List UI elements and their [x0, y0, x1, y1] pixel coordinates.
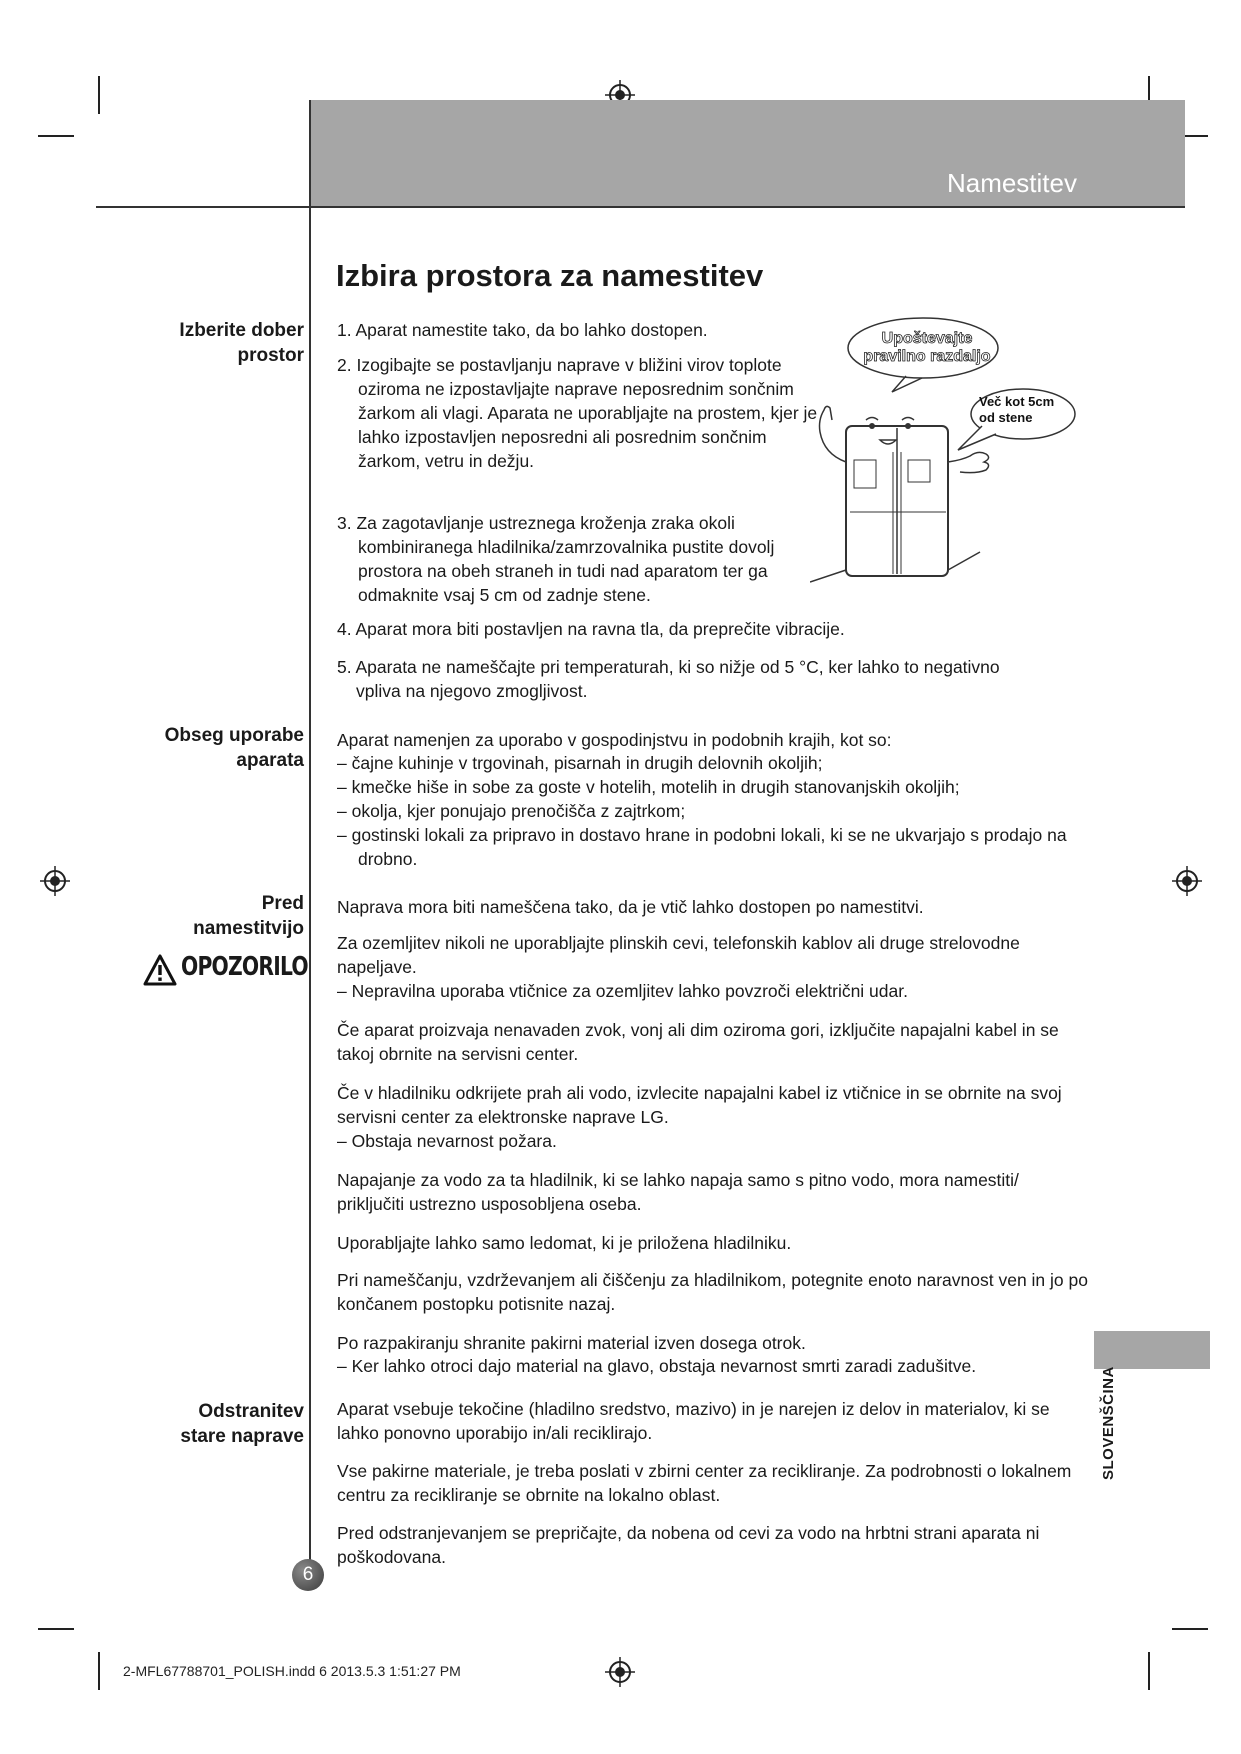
- side-label-scope: Obseg uporabe aparata: [164, 725, 304, 771]
- before-para: Uporabljajte lahko samo ledomat, ki je priložena hladilniku.: [337, 1233, 792, 1253]
- crop-mark: [38, 135, 74, 137]
- footer-text: 2-MFL67788701_POLISH.indd 6 2013.5.3 1:51:27 PM: [123, 1663, 461, 1679]
- before-para: – Nepravilna uporaba vtičnice za ozemljitev lahko povzroči električni udar.: [337, 981, 908, 1001]
- registration-mark-icon: [605, 1657, 635, 1687]
- side-label-removal: Odstranitev stare naprave: [180, 1401, 304, 1447]
- warning-triangle-icon: [143, 954, 177, 986]
- language-tab: [1094, 1331, 1210, 1369]
- list-item: 2. Izogibajte se postavljanju naprave v bližini virov toplote oziroma ne izpostavljajte naprave neposrednim sončnim žarkom ali vlagi. Aparata ne uporabljajte na prostem, kjer je lahko izpostavljen neposredni ali posrednim sončnim žarkom, vetru in dežju.: [337, 355, 818, 471]
- warning-text: OPOZORILO: [181, 952, 308, 982]
- list-item: 4. Aparat mora biti postavljen na ravna tla, da preprečite vibracije.: [337, 619, 845, 639]
- header-divider: [96, 206, 1185, 208]
- before-para: Po razpakiranju shranite pakirni material izven dosega otrok.: [337, 1333, 806, 1353]
- before-para: – Obstaja nevarnost požara.: [337, 1131, 557, 1151]
- side-label-before-install: Pred namestitvijo: [193, 893, 304, 939]
- list-item: 5. Aparata ne nameščajte pri temperaturah, ki so nižje od 5 °C, ker lahko to negativno vpliva na njegovo zmogljivost.: [337, 657, 1000, 701]
- before-para: Za ozemljitev nikoli ne uporabljajte plinskih cevi, telefonskih kablov ali druge strelovodne napeljave.: [337, 933, 1020, 977]
- registration-mark-icon: [1172, 866, 1202, 896]
- column-divider: [309, 100, 311, 1580]
- scope-item: – čajne kuhinje v trgovinah, pisarnah in drugih delovnih okoljih;: [337, 753, 823, 773]
- before-para: Naprava mora biti nameščena tako, da je vtič lahko dostopen po namestitvi.: [337, 897, 924, 917]
- scope-item: – gostinski lokali za pripravo in dostavo hrane in podobni lokali, ki se ne ukvarjajo s prodajo na drobno.: [337, 825, 1067, 869]
- crop-mark: [98, 1652, 100, 1690]
- crop-mark: [98, 76, 100, 114]
- crop-mark: [38, 1628, 74, 1630]
- list-item: 3. Za zagotavljanje ustreznega kroženja zraka okoli kombiniranega hladilnika/zamrzovalnika pustite dovolj prostora na obeh straneh in tudi nad aparatom ter ga odmaknite vsaj 5 cm od zadnje stene.: [337, 513, 775, 605]
- before-para: Če v hladilniku odkrijete prah ali vodo, izvlecite napajalni kabel iz vtičnice in se obrnite na svoj servisni center za elektronske naprave LG.: [337, 1083, 1062, 1127]
- crop-mark: [1148, 1652, 1150, 1690]
- illustration-bubble-top: Upoštevajte pravilno razdaljo: [863, 330, 991, 365]
- header-band: [310, 100, 1185, 206]
- removal-para: Vse pakirne materiale, je treba poslati v zbirni center za recikliranje. Za podrobnosti o lokalnem centru za recikliranje se obrnite na lokalno oblast.: [337, 1461, 1072, 1505]
- scope-intro: Aparat namenjen za uporabo v gospodinjstvu in podobnih krajih, kot so:: [337, 730, 892, 750]
- scope-item: – kmečke hiše in sobe za goste v hotelih, motelih in drugih stanovanjskih okoljih;: [337, 777, 960, 797]
- language-label: SLOVENŠČINA: [1100, 1366, 1117, 1480]
- before-para: – Ker lahko otroci dajo material na glavo, obstaja nevarnost smrti zaradi zadušitve.: [337, 1356, 977, 1376]
- before-para: Pri nameščanju, vzdrževanjem ali čiščenju za hladilnikom, potegnite enoto naravnost ven in jo po končanem postopku potisnite nazaj.: [337, 1270, 1088, 1314]
- section-title: Izbira prostora za namestitev: [336, 258, 764, 293]
- header-title: Namestitev: [946, 168, 1077, 198]
- before-para: Napajanje za vodo za ta hladilnik, ki se lahko napaja samo s pitno vodo, mora namestiti/ priključiti ustrezno usposobljena oseba.: [337, 1170, 1019, 1214]
- removal-para: Pred odstranjevanjem se prepričajte, da nobena od cevi za vodo na hrbtni strani aparata ni poškodovana.: [337, 1523, 1040, 1567]
- crop-mark: [1172, 1628, 1208, 1630]
- page-number: 6: [292, 1559, 324, 1591]
- before-para: Če aparat proizvaja nenavaden zvok, vonj ali dim oziroma gori, izključite napajalni kabel in se takoj obrnite na servisni center.: [337, 1020, 1059, 1064]
- illustration-bubble-right: Več kot 5cm od stene: [979, 394, 1055, 425]
- scope-item: – okolja, kjer ponujajo prenočišča z zajtrkom;: [337, 801, 686, 821]
- side-label-choose-place: Izberite dober prostor: [179, 320, 304, 366]
- removal-para: Aparat vsebuje tekočine (hladilno sredstvo, mazivo) in je narejen iz delov in materialov, ki se lahko ponovno uporabijo in/ali reciklirajo.: [337, 1399, 1050, 1443]
- registration-mark-icon: [40, 866, 70, 896]
- list-item: 1. Aparat namestite tako, da bo lahko dostopen.: [337, 320, 708, 340]
